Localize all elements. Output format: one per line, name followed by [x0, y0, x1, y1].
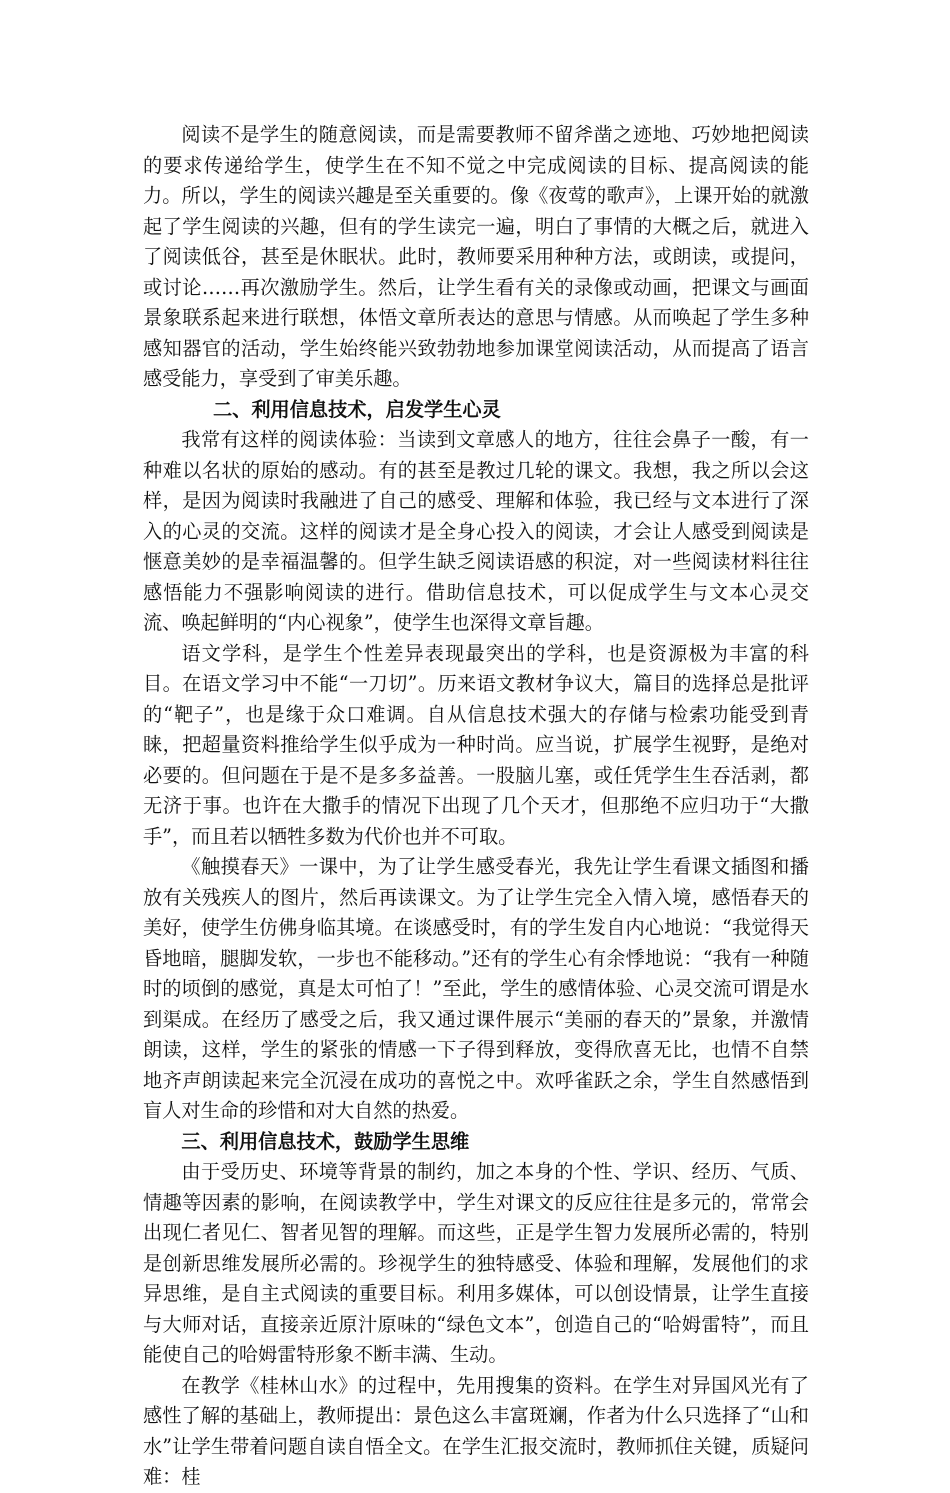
section-heading: 二、利用信息技术，启发学生心灵 — [213, 397, 501, 421]
paragraph: 《触摸春天》一课中，为了让学生感受春光，我先让学生看课文插图和播放有关残疾人的图片，然后再读课文。为了让学生完全入情入境，感悟春天的美好，使学生仿佛身临其境。在谈感受时，有的学生发自内心地说：“我觉得天昏地暗，腿脚发软，一步也不能移动。”还有的学生心有余悸地说：“我有一种随时的顷倒的感觉，真是太可怕了！”至此，学生的感情体验、心灵交流可谓是水到渠成。在经历了感受之后，我又通过课件展示“美丽的春天的”景象，并激情朗读，这样，学生的紧张的情感一下子得到释放，变得欣喜无比，也情不自禁地齐声朗读起来完全沉浸在成功的喜悦之中。欢呼雀跃之余，学生自然感悟到盲人对生命的珍惜和对大自然的热爱。 — [143, 855, 809, 1122]
paragraph: 阅读不是学生的随意阅读，而是需要教师不留斧凿之迹地、巧妙地把阅读的要求传递给学生，使学生在不知不觉之中完成阅读的目标、提高阅读的能力。所以，学生的阅读兴趣是至关重要的。像《夜莺的歌声》，上课开始的就激起了学生阅读的兴趣，但有的学生读完一遍，明白了事情的大概之后，就进入了阅读低谷，甚至是休眠状。此时，教师要采用种种方法，或朗读，或提问，或讨论……再次激励学生。然后，让学生看有关的录像或动画，把课文与画面景象联系起来进行联想，体悟文章所表达的意思与情感。从而唤起了学生多种感知器官的活动，学生始终能兴致勃勃地参加课堂阅读活动，从而提高了语言感受能力，享受到了审美乐趣。 — [143, 123, 809, 390]
paragraph: 由于受历史、环境等背景的制约，加之本身的个性、学识、经历、气质、情趣等因素的影响，在阅读教学中，学生对课文的反应往往是多元的，常常会出现仁者见仁、智者见智的理解。而这些，正是学生智力发展所必需的，特别是创新思维发展所必需的。珍视学生的独特感受、体验和理解，发展他们的求异思维，是自主式阅读的重要目标。利用多媒体，可以创设情景，让学生直接与大师对话，直接亲近原汁原味的“绿色文本”，创造自己的“哈姆雷特”，而且能使自己的哈姆雷特形象不断丰满、生动。 — [143, 1160, 809, 1366]
section-heading: 三、利用信息技术，鼓励学生思维 — [181, 1129, 470, 1153]
document-page — [143, 120, 809, 1493]
paragraph: 我常有这样的阅读体验：当读到文章感人的地方，往往会鼻子一酸，有一种难以名状的原始的感动。有的甚至是教过几轮的课文。我想，我之所以会这样，是因为阅读时我融进了自己的感受、理解和体验，我已经与文本进行了深入的心灵的交流。这样的阅读才是全身心投入的阅读，才会让人感受到阅读是惬意美妙的是幸福温馨的。但学生缺乏阅读语感的积淀，对一些阅读材料往往感悟能力不强影响阅读的进行。借助信息技术，可以促成学生与文本心灵交流、唤起鲜明的“内心视象”，使学生也深得文章旨趣。 — [143, 428, 809, 634]
paragraph: 在教学《桂林山水》的过程中，先用搜集的资料。在学生对异国风光有了感性了解的基础上，教师提出：景色这么丰富斑斓，作者为什么只选择了“山和水”让学生带着问题自读自悟全文。在学生汇报交流时，教师抓住关键，质疑问难：桂 — [143, 1373, 809, 1488]
paragraph: 语文学科，是学生个性差异表现最突出的学科，也是资源极为丰富的科目。在语文学习中不能“一刀切”。历来语文教材争议大，篇目的选择总是批评的“靶子”，也是缘于众口难调。自从信息技术强大的存储与检索功能受到青睐，把超量资料推给学生似乎成为一种时尚。应当说，扩展学生视野，是绝对必要的。但问题在于是不是多多益善。一股脑儿塞，或任凭学生生吞活剥，都无济于事。也许在大撒手的情况下出现了几个天才，但那绝不应归功于“大撒手”，而且若以牺牲多数为代价也并不可取。 — [143, 641, 809, 848]
